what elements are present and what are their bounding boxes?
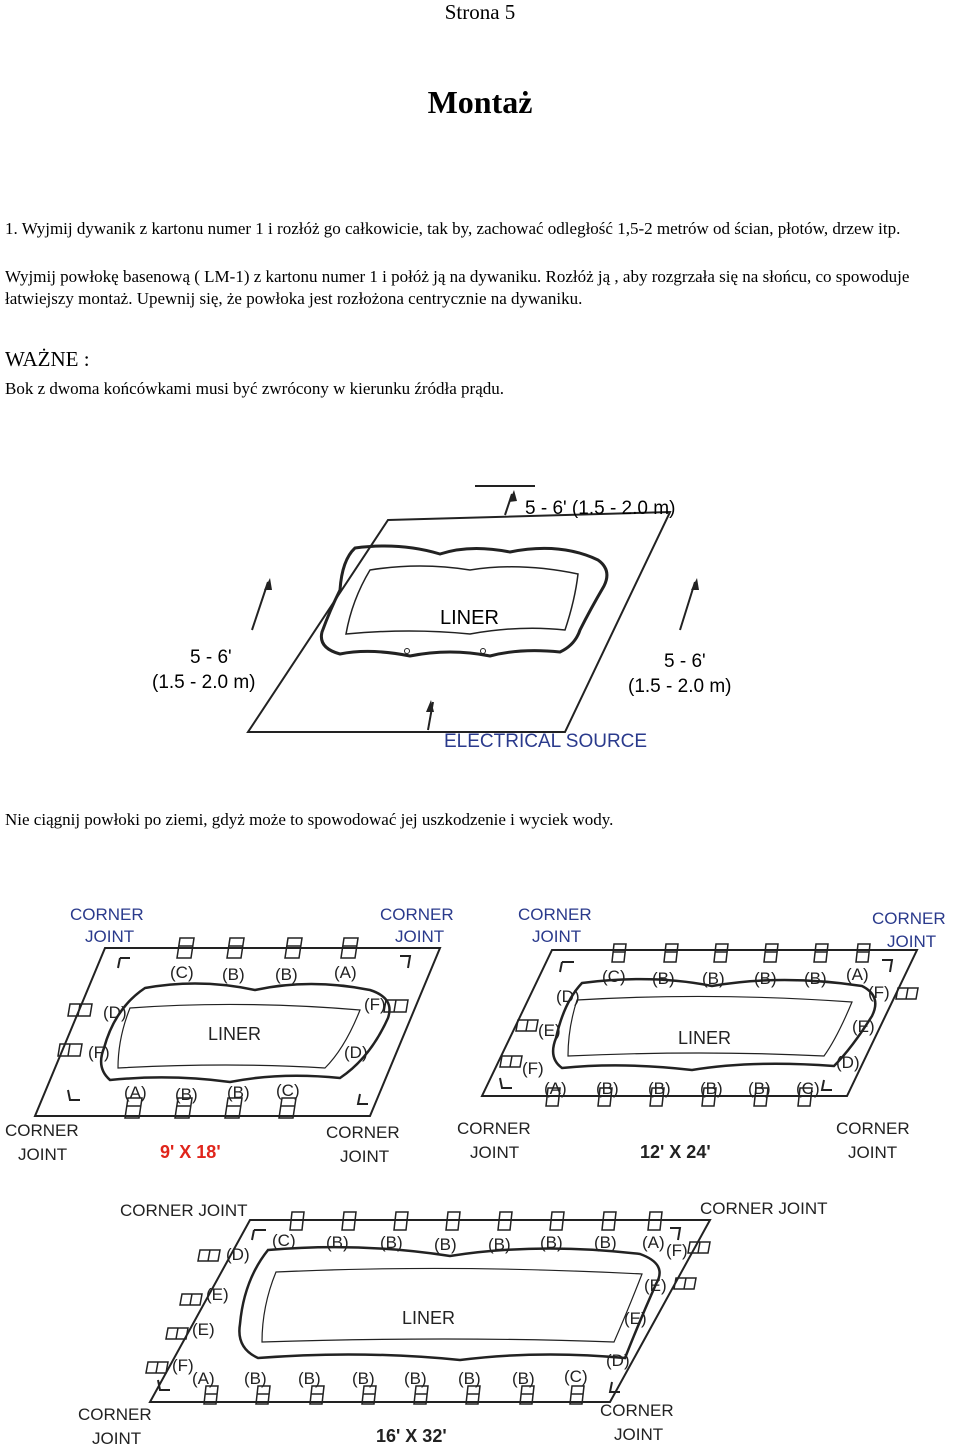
stake-label: (B) — [458, 1369, 481, 1388]
liner-label: LINER — [208, 1024, 262, 1044]
corner-joint-label: CORNER — [5, 1121, 79, 1140]
corner-joint-label: CORNER — [78, 1405, 152, 1424]
liner-outline — [321, 546, 607, 656]
stake-label: (B) — [227, 1083, 250, 1102]
stake-label: (E) — [852, 1017, 875, 1036]
corner-joint-label: CORNER JOINT — [120, 1201, 248, 1220]
stake-label: (B) — [275, 965, 298, 984]
stake-label: (C) — [272, 1231, 296, 1250]
stake-label: (B) — [596, 1079, 619, 1098]
stake-label: (D) — [103, 1003, 127, 1022]
stake-label: (B) — [540, 1233, 563, 1252]
stake-label: (F) — [666, 1241, 688, 1260]
paragraph-warning: Nie ciągnij powłoki po ziemi, gdyż może to spowodować jej uszkodzenie i wyciek wody. — [5, 810, 614, 829]
distance-label-top: 5 - 6' (1.5 - 2.0 m) — [525, 498, 676, 519]
stake-label: (A) — [192, 1369, 215, 1388]
corner-joint-label: JOINT — [887, 932, 937, 951]
stake-label: (D) — [344, 1043, 368, 1062]
distance-label-left-b: (1.5 - 2.0 m) — [152, 672, 256, 693]
stake-label: (B) — [488, 1235, 511, 1254]
corner-joint-label: JOINT — [92, 1429, 142, 1446]
corner-joint-label: JOINT — [18, 1145, 68, 1164]
stake-label: (C) — [564, 1367, 588, 1386]
stake-label: (F) — [88, 1043, 110, 1062]
corner-joint-label: CORNER — [836, 1119, 910, 1138]
corner-joint-label: JOINT — [340, 1147, 390, 1166]
paragraph-important-note: Bok z dwoma końcówkami musi być zwrócony w kierunku źródła prądu. — [5, 379, 505, 398]
stake-label: (B) — [594, 1233, 617, 1252]
stake-label: (A) — [124, 1083, 147, 1102]
paragraph-step-1: 1. Wyjmij dywanik z kartonu numer 1 i rozłóż go całkowicie, tak by, zachować odległość 1,5-2 metrów od ścian, płotów, drzew itp. — [5, 219, 901, 238]
assembly-diagram-9x18 — [0, 898, 480, 1173]
corner-joint-label: JOINT — [532, 927, 582, 946]
stake-label: (E) — [538, 1021, 561, 1040]
liner-label: LINER — [402, 1308, 456, 1328]
corner-joint-label: JOINT — [395, 927, 445, 946]
stake-label: (B) — [748, 1079, 771, 1098]
stake-label: (B) — [298, 1369, 321, 1388]
stake-label: (E) — [624, 1309, 647, 1328]
stake-label: (B) — [648, 1079, 671, 1098]
pool-size-label: 12' X 24' — [640, 1142, 711, 1162]
stake-label: (A) — [544, 1079, 567, 1098]
electrical-source-label: ELECTRICAL SOURCE — [444, 731, 648, 752]
stake-label: (C) — [796, 1079, 820, 1098]
stake-label: (B) — [512, 1369, 535, 1388]
stake-label: (F) — [868, 983, 890, 1002]
stake-label: (D) — [226, 1245, 250, 1264]
stake-label: (E) — [206, 1285, 229, 1304]
pool-size-label: 16' X 32' — [376, 1426, 447, 1446]
page-title: Montaż — [427, 84, 533, 120]
assembly-diagram-12x24 — [452, 898, 960, 1173]
stake-label: (A) — [846, 965, 869, 984]
stake-label: (A) — [334, 963, 357, 982]
important-label: WAŻNE : — [5, 347, 90, 371]
stake-label: (C) — [602, 967, 626, 986]
stake-label: (D) — [556, 987, 580, 1006]
page-number: Strona 5 — [444, 0, 516, 24]
stake-label: (F) — [172, 1356, 194, 1375]
distance-label-right-a: 5 - 6' — [664, 651, 706, 672]
corner-joint-label: JOINT — [470, 1143, 520, 1162]
corner-joint-label: JOINT — [85, 927, 135, 946]
corner-joint-label: CORNER JOINT — [700, 1199, 828, 1218]
liner-label: LINER — [440, 607, 499, 629]
stake-label: (B) — [326, 1233, 349, 1252]
stake-label: (E) — [644, 1276, 667, 1295]
stake-label: (C) — [170, 963, 194, 982]
stake-label: (B) — [244, 1369, 267, 1388]
stake-label: (B) — [352, 1369, 375, 1388]
stake-label: (B) — [700, 1079, 723, 1098]
corner-joint-label: CORNER — [70, 905, 144, 924]
corner-joint-label: CORNER — [380, 905, 454, 924]
stake-label: (F) — [364, 995, 386, 1014]
stake-label: (B) — [380, 1233, 403, 1252]
liner-placement-diagram — [0, 470, 960, 770]
corner-joint-label: CORNER — [326, 1123, 400, 1142]
stake-label: (A) — [642, 1233, 665, 1252]
corner-joint-label: JOINT — [614, 1425, 664, 1444]
stake-label: (B) — [754, 969, 777, 988]
corner-joint-label: CORNER — [600, 1401, 674, 1420]
stake-label: (C) — [276, 1081, 300, 1100]
stake-label: (B) — [434, 1235, 457, 1254]
stake-label: (D) — [606, 1351, 630, 1370]
stake-label: (B) — [804, 969, 827, 988]
stake-label: (B) — [175, 1085, 198, 1104]
corner-joint-label: CORNER — [457, 1119, 531, 1138]
stake-label: (B) — [404, 1369, 427, 1388]
stake-label: (E) — [192, 1320, 215, 1339]
assembly-diagram-16x32 — [0, 1190, 960, 1446]
stake-label: (B) — [222, 965, 245, 984]
stake-label: (D) — [836, 1053, 860, 1072]
stake-label: (F) — [522, 1059, 544, 1078]
liner-label: LINER — [678, 1028, 732, 1048]
stake-label: (B) — [702, 969, 725, 988]
pool-size-label: 9' X 18' — [160, 1142, 221, 1162]
distance-label-left-a: 5 - 6' — [190, 647, 232, 668]
corner-joint-label: JOINT — [848, 1143, 898, 1162]
corner-joint-label: CORNER — [872, 909, 946, 928]
paragraph-liner-placement: Wyjmij powłokę basenową ( LM-1) z kartonu numer 1 i połóż ją na dywaniku. Rozłóż ją , aby rozgrzała się na słońcu, co spowoduje łatwiejszy montaż. Upewnij się, że powłoka jest rozłożona centrycznie na dywaniku. — [5, 267, 910, 308]
corner-joint-label: CORNER — [518, 905, 592, 924]
distance-label-right-b: (1.5 - 2.0 m) — [628, 676, 732, 697]
stake-label: (B) — [652, 969, 675, 988]
